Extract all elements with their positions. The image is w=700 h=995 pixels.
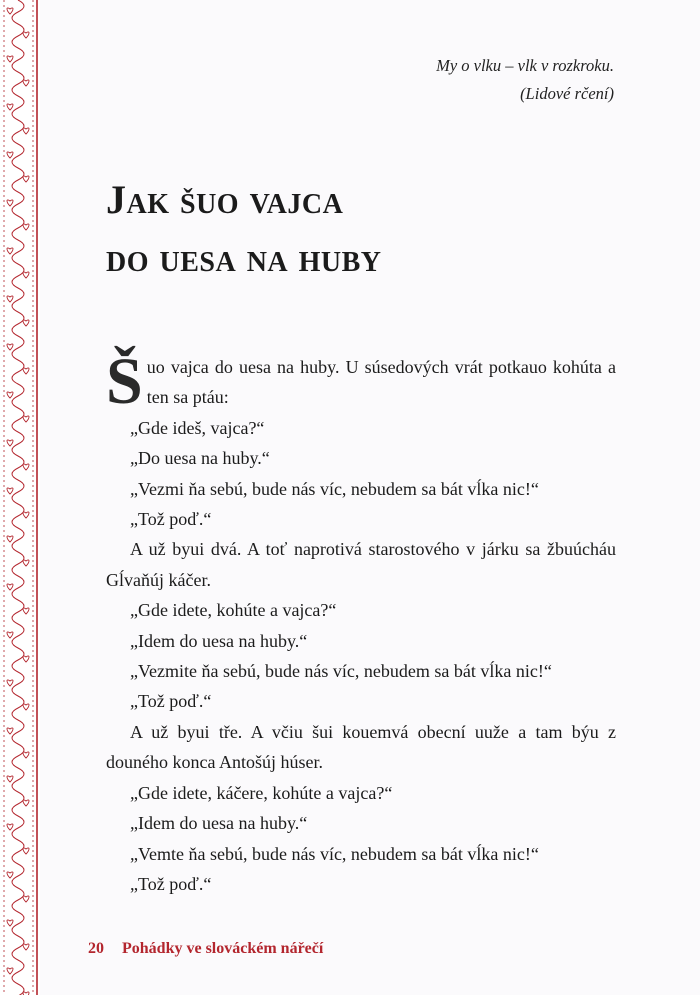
title-line-2: do uesa na huby — [106, 235, 382, 280]
heart-ornament-icon — [7, 152, 13, 158]
heart-ornament-icon — [23, 272, 29, 278]
heart-ornament-icon — [7, 584, 13, 590]
heart-ornament-icon — [7, 440, 13, 446]
page-footer — [88, 940, 323, 958]
heart-ornament-icon — [23, 32, 29, 38]
heart-ornament-icon — [7, 8, 13, 14]
heart-ornament-icon — [23, 944, 29, 950]
heart-ornament-icon — [23, 704, 29, 710]
heart-ornament-icon — [23, 176, 29, 182]
heart-ornament-icon — [23, 800, 29, 806]
heart-ornament-icon — [23, 416, 29, 422]
first-paragraph-text: uo vajca do uesa na huby. U súsedových vrát potkauo kohúta a ten sa ptáu: — [146, 357, 616, 408]
heart-ornament-icon — [23, 368, 29, 374]
heart-ornament-icon — [23, 896, 29, 902]
book-title: Pohádky ve slováckém nářečí — [122, 940, 324, 957]
heart-ornament-icon — [23, 848, 29, 854]
decorative-border — [0, 0, 40, 995]
dialogue-line: „Idem do uesa na huby.“ — [130, 813, 308, 834]
heart-ornament-icon — [23, 560, 29, 566]
dialogue-line: „Vezmite ňa sebú, bude nás víc, nebudem sa bát vĺka nic!“ — [130, 661, 552, 682]
epigraph-quote: My o vlku – vlk v rozkroku. — [436, 56, 614, 75]
dialogue-line: „Tož poď.“ — [130, 691, 212, 712]
epigraph-source: (Lidové rčení) — [520, 84, 614, 103]
heart-ornament-icon — [7, 920, 13, 926]
folk-ornament-border — [0, 0, 40, 995]
narrative-paragraph: A už byui tře. A včiu šui kouemvá obecní uuže a tam býu z douného konca Antošúj húser. — [106, 721, 616, 773]
heart-ornament-icon — [7, 200, 13, 206]
heart-ornament-icon — [7, 968, 13, 974]
heart-ornament-icon — [7, 536, 13, 542]
dialogue-line: „Tož poď.“ — [130, 873, 212, 894]
heart-ornament-icon — [7, 872, 13, 878]
heart-ornament-icon — [23, 608, 29, 614]
heart-ornament-icon — [7, 728, 13, 734]
dialogue-line: „Gde idete, kohúte a vajca?“ — [130, 600, 337, 621]
heart-ornament-icon — [7, 488, 13, 494]
heart-ornament-icon — [7, 824, 13, 830]
dialogue-line: „Idem do uesa na huby.“ — [130, 630, 308, 651]
heart-ornament-icon — [23, 512, 29, 518]
heart-ornament-icon — [7, 680, 13, 686]
heart-ornament-icon — [23, 464, 29, 470]
dialogue-line: „Gde ideš, vajca?“ — [130, 417, 265, 438]
heart-ornament-icon — [7, 248, 13, 254]
story-text — [106, 345, 616, 899]
heart-ornament-icon — [23, 80, 29, 86]
heart-ornament-icon — [7, 344, 13, 350]
heart-ornament-icon — [23, 656, 29, 662]
heart-ornament-icon — [7, 776, 13, 782]
dialogue-line: „Do uesa na huby.“ — [130, 448, 270, 469]
heart-ornament-icon — [7, 632, 13, 638]
heart-ornament-icon — [23, 224, 29, 230]
heart-ornament-icon — [7, 104, 13, 110]
heart-ornament-icon — [23, 752, 29, 758]
dialogue-line: „Vezmi ňa sebú, bude nás víc, nebudem sa bát vĺka nic!“ — [130, 478, 539, 499]
dialogue-line: „Vemte ňa sebú, bude nás víc, nebudem sa bát vĺka nic!“ — [130, 843, 539, 864]
title-line-1: Jak šuo vajca — [106, 177, 344, 222]
epigraph — [436, 52, 614, 108]
heart-ornament-icon — [7, 56, 13, 62]
story-title — [106, 177, 382, 280]
drop-cap: Š — [106, 345, 143, 418]
narrative-paragraph: A už byui dvá. A toť naprotivá starostového v járku sa žbuúcháu Gĺvaňúj káčer. — [106, 539, 616, 590]
heart-ornament-icon — [23, 128, 29, 134]
heart-ornament-icon — [23, 320, 29, 326]
heart-ornament-icon — [7, 296, 13, 302]
first-paragraph — [106, 345, 616, 418]
dialogue-line: „Gde idete, káčere, kohúte a vajca?“ — [130, 782, 393, 803]
heart-ornament-icon — [7, 392, 13, 398]
page-number: 20 — [88, 940, 104, 957]
dialogue-line: „Tož poď.“ — [130, 509, 212, 530]
